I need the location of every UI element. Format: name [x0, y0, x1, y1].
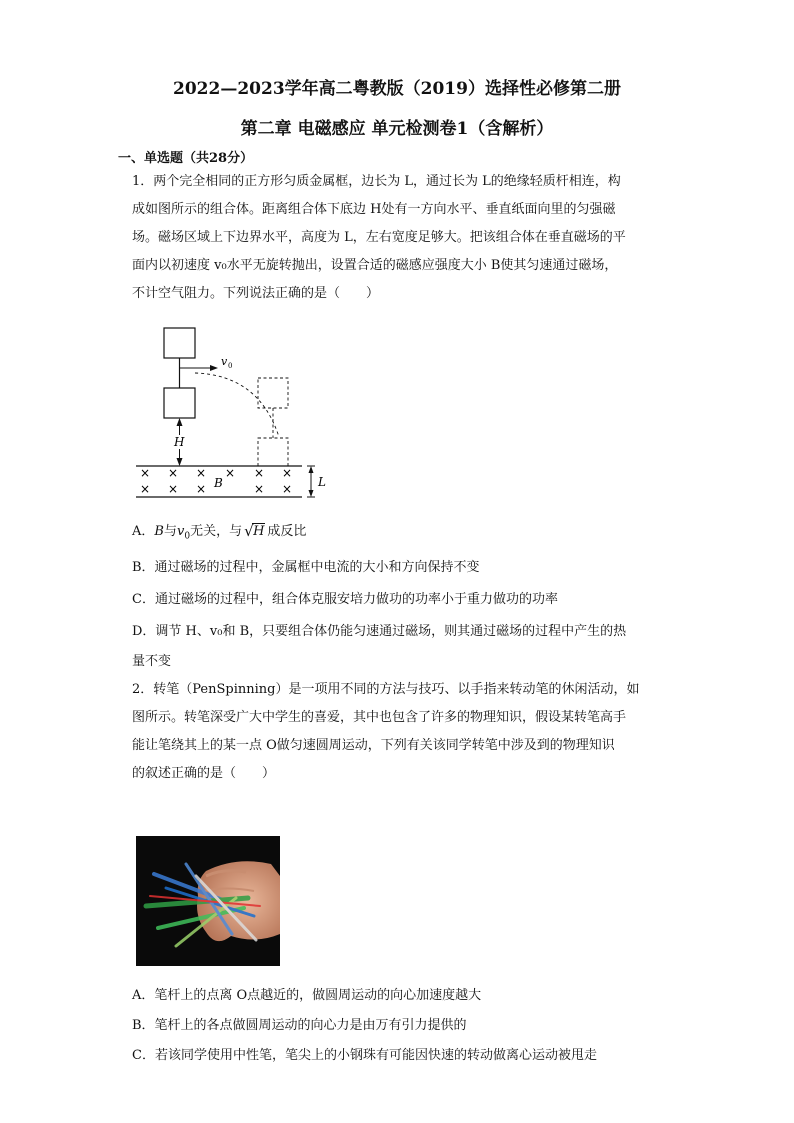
field-mark: × [168, 482, 179, 496]
square-root [244, 524, 265, 539]
document-title: 2022—2023学年高二粤教版（2019）选择性必修第二册 [173, 79, 621, 99]
question-2-line: 图所示。转笔深受广大中学生的喜爱，其中也包含了许多的物理知识，假设某转笔高手 [132, 710, 627, 725]
question-2-line: 的叙述正确的是（ ） [132, 766, 276, 781]
question-2-option-c: C．若该同学使用中性笔，笔尖上的小钢珠有可能因快速的转动做离心运动被甩走 [132, 1048, 597, 1063]
radical-sign: √ [244, 522, 254, 540]
section-heading: 一、单选题（共28分） [118, 151, 254, 166]
field-mark: × [282, 466, 293, 480]
v0-subscript: 0 [228, 362, 233, 370]
width-arrowhead-bottom [309, 490, 314, 497]
height-arrowhead-bottom [177, 458, 183, 466]
radicand: H [253, 524, 265, 539]
question-1-option-c: C．通过磁场的过程中，组合体克服安培力做功的功率小于重力做功的功率 [132, 592, 558, 607]
field-mark: × [168, 466, 179, 480]
question-1-figure [134, 325, 334, 503]
option-symbol: v [176, 524, 185, 539]
option-symbol: B [154, 524, 164, 539]
question-2-option-b: B．笔杆上的各点做圆周运动的向心力是由万有引力提供的 [132, 1018, 467, 1033]
field-mark: × [254, 482, 265, 496]
option-text: 与 [163, 524, 177, 539]
field-mark: × [140, 482, 151, 496]
question-1-option-b: B．通过磁场的过程中，金属框中电流的大小和方向保持不变 [132, 560, 480, 575]
option-subscript: 0 [184, 531, 191, 542]
question-1-stem [132, 168, 672, 308]
option-text: 成反比 [267, 524, 307, 539]
question-1-line: 不计空气阻力。下列说法正确的是（ ） [132, 286, 380, 301]
question-1-line: 1．两个完全相同的正方形匀质金属框，边长为 L，通过长为 L的绝缘轻质杆相连，构 [132, 174, 621, 189]
velocity-arrowhead [210, 365, 218, 371]
later-upper-frame [258, 378, 288, 408]
document-subtitle: 第二章 电磁感应 单元检测卷1（含解析） [240, 119, 554, 139]
field-mark: × [140, 466, 151, 480]
field-mark: × [196, 466, 207, 480]
question-1-line: 场。磁场区域上下边界水平，高度为 L，左右宽度足够大。把该组合体在垂直磁场的平 [132, 230, 626, 245]
question-2-line: 2．转笔（PenSpinning）是一项用不同的方法与技巧、以手指来转动笔的休闲活动，如 [132, 682, 640, 697]
v0-label: v [221, 355, 228, 368]
width-label: L [318, 475, 326, 489]
pen-spinning-photo [136, 836, 280, 966]
later-lower-frame [258, 438, 288, 466]
height-label: H [174, 435, 185, 449]
question-1-option-d-cont: 量不变 [132, 654, 172, 669]
field-mark: × [225, 466, 236, 480]
pen-spinning-illustration [136, 836, 280, 966]
field-mark: × [254, 466, 265, 480]
question-1-line: 成如图所示的组合体。距离组合体下底边 H处有一方向水平、垂直纸面向里的匀强磁 [132, 202, 616, 217]
lower-metal-frame [164, 388, 195, 418]
question-1-option-a [132, 520, 306, 542]
width-arrowhead-top [309, 466, 314, 473]
upper-metal-frame [164, 328, 195, 358]
option-text: 无关，与 [190, 524, 243, 539]
trajectory-curve [195, 373, 279, 437]
question-1-line: 面内以初速度 v₀水平无旋转抛出，设置合适的磁感应强度大小 B使其匀速通过磁场， [132, 258, 618, 273]
field-mark: × [196, 482, 207, 496]
field-label: B [214, 476, 223, 490]
question-2-line: 能让笔绕其上的某一点 O做匀速圆周运动，下列有关该同学转笔中涉及到的物理知识 [132, 738, 615, 753]
question-2-option-a: A．笔杆上的点离 O点越近的，做圆周运动的向心加速度越大 [132, 988, 482, 1003]
height-arrowhead-top [177, 418, 183, 426]
question-1-option-d: D．调节 H、v₀和 B，只要组合体仍能匀速通过磁场，则其通过磁场的过程中产生的热 [132, 624, 627, 639]
question-2-stem [132, 676, 672, 788]
option-letter: A． [132, 524, 155, 539]
field-mark: × [282, 482, 293, 496]
